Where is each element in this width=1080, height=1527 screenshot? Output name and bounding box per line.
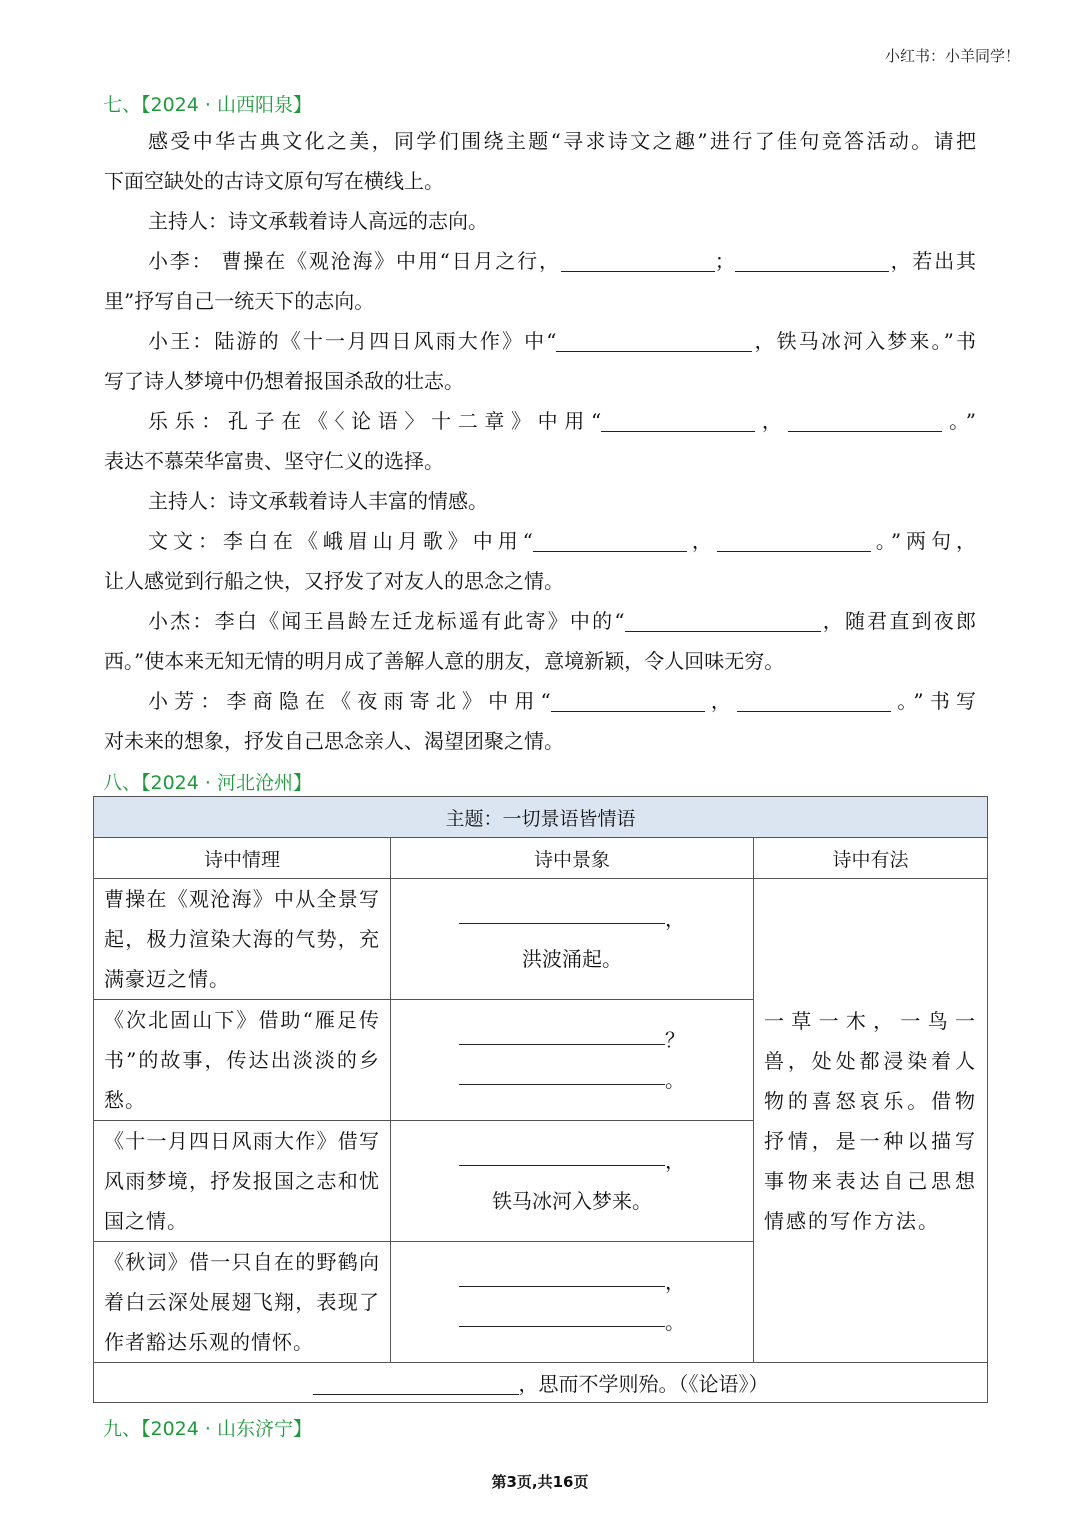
punct: ？ (665, 1028, 685, 1052)
text-line (104, 361, 976, 401)
punct: 。 (665, 1068, 685, 1092)
text-segment: 感受中华古典文化之美，同学们围绕主题“寻求诗文之趣”进行了佳句竞答活动。请把 (148, 129, 976, 153)
page-number: 第3页,共16页 (491, 1473, 589, 1491)
reason-cell: 《次北固山下》借助“雁足传书”的故事，传达出淡淡的乡愁。 (94, 1000, 391, 1121)
answer-blank[interactable] (625, 602, 821, 632)
text-segment: ，若出其 (888, 249, 976, 273)
table-footer-row (94, 1363, 988, 1403)
answer-blank[interactable] (717, 522, 871, 552)
text-segment: ，随君直到夜郎 (820, 609, 976, 633)
quote-text: ，思而不学则殆。（《论语》） (518, 1372, 769, 1396)
text-segment: 文文：李白在《峨眉山月歌》中用“ (148, 529, 533, 553)
section-9-heading: 九、【2024 · 山东济宁】 (103, 1418, 312, 1440)
text-line (104, 201, 976, 241)
scene-cell (391, 1121, 754, 1242)
section-7-heading: 七、【2024 · 山西阳泉】 (103, 94, 312, 116)
watermark: 小红书：小羊同学！ (884, 47, 1020, 65)
punct: ， (665, 907, 685, 931)
text-segment: 小杰：李白《闻王昌龄左迁龙标遥有此寄》中的“ (148, 609, 625, 633)
text-segment: 小王：陆游的《十一月四日风雨大作》中“ (148, 329, 557, 353)
text-line (104, 561, 976, 601)
text-segment: ， (704, 689, 738, 713)
answer-blank[interactable] (459, 1061, 665, 1085)
text-segment: 乐乐：孔子在《〈论语〉十二章》中用“ (148, 409, 602, 433)
answer-blank[interactable] (551, 682, 705, 712)
method-cell: 一草一木，一鸟一兽，处处都浸染着人物的喜怒哀乐。借物抒情，是一种以描写事物来表达自己思想情感的写作方法。 (754, 879, 988, 1363)
text-line (104, 641, 976, 681)
section-7-body (104, 121, 976, 761)
text-line (104, 121, 976, 161)
scene-cell (391, 1242, 754, 1363)
poetry-table (93, 796, 988, 1403)
answer-blank[interactable] (735, 242, 889, 272)
text-segment: ， (686, 529, 717, 553)
answer-blank[interactable] (788, 402, 942, 432)
column-header: 诗中情理 (94, 838, 391, 879)
text-line (104, 401, 976, 441)
answer-blank[interactable] (737, 682, 891, 712)
text-line (104, 721, 976, 761)
scene-cell (391, 879, 754, 1000)
section-8-heading: 八、【2024 · 河北沧州】 (103, 772, 312, 794)
answer-blank[interactable] (601, 402, 755, 432)
answer-blank[interactable] (556, 322, 752, 352)
text-segment: 西。”使本来无知无情的明月成了善解人意的朋友，意境新颖，令人回味无穷。 (104, 649, 785, 673)
answer-blank[interactable] (459, 1263, 665, 1287)
text-segment: 写了诗人梦境中仍想着报国杀敌的壮志。 (104, 369, 464, 393)
text-line (104, 281, 976, 321)
text-segment: 小芳：李商隐在《夜雨寄北》中用“ (148, 689, 551, 713)
text-segment: 主持人：诗文承载着诗人高远的志向。 (148, 209, 488, 233)
text-segment: ， (755, 409, 789, 433)
answer-blank[interactable] (459, 1021, 665, 1045)
text-line (104, 161, 976, 201)
text-line (104, 321, 976, 361)
text-segment: 里”抒写自己一统天下的志向。 (104, 289, 375, 313)
answer-blank[interactable] (459, 1303, 665, 1327)
text-line (104, 601, 976, 641)
text-segment: 让人感觉到行船之快，又抒发了对友人的思念之情。 (104, 569, 564, 593)
text-segment: 。” (942, 409, 976, 433)
text-line (104, 241, 976, 281)
text-segment: ； (714, 249, 735, 273)
column-header: 诗中有法 (754, 838, 988, 879)
reason-cell: 《秋词》借一只自在的野鹤向着白云深处展翅飞翔，表现了作者豁达乐观的情怀。 (94, 1242, 391, 1363)
text-line (104, 521, 976, 561)
text-segment: 小李： 曹操在《观沧海》中用“日月之行， (148, 249, 561, 273)
text-line (104, 481, 976, 521)
punct: ， (665, 1149, 685, 1173)
answer-blank[interactable] (533, 522, 687, 552)
punct: ， (665, 1270, 685, 1294)
answer-blank[interactable] (313, 1369, 519, 1395)
scene-text: 洪波涌起。 (522, 947, 622, 971)
table-title: 主题：一切景语皆情语 (94, 797, 988, 838)
punct: 。 (665, 1310, 685, 1334)
scene-text: 铁马冰河入梦来。 (492, 1189, 652, 1213)
text-line (104, 441, 976, 481)
text-segment: 表达不慕荣华富贵、坚守仁义的选择。 (104, 449, 444, 473)
answer-blank[interactable] (561, 242, 715, 272)
text-segment: 下面空缺处的古诗文原句写在横线上。 (104, 169, 444, 193)
column-header: 诗中景象 (391, 838, 754, 879)
text-segment: ，铁马冰河入梦来。”书 (752, 329, 976, 353)
text-segment: 。”两句， (870, 529, 976, 553)
reason-cell: 曹操在《观沧海》中从全景写起，极力渲染大海的气势，充满豪迈之情。 (94, 879, 391, 1000)
answer-blank[interactable] (459, 1142, 665, 1166)
scene-cell (391, 1000, 754, 1121)
text-segment: 主持人：诗文承载着诗人丰富的情感。 (148, 489, 488, 513)
text-segment: 。”书写 (891, 689, 976, 713)
text-segment: 对未来的想象，抒发自己思念亲人、渴望团聚之情。 (104, 729, 564, 753)
answer-blank[interactable] (459, 900, 665, 924)
text-line (104, 681, 976, 721)
reason-cell: 《十一月四日风雨大作》借写风雨梦境，抒发报国之志和忧国之情。 (94, 1121, 391, 1242)
table-row (94, 879, 988, 1000)
